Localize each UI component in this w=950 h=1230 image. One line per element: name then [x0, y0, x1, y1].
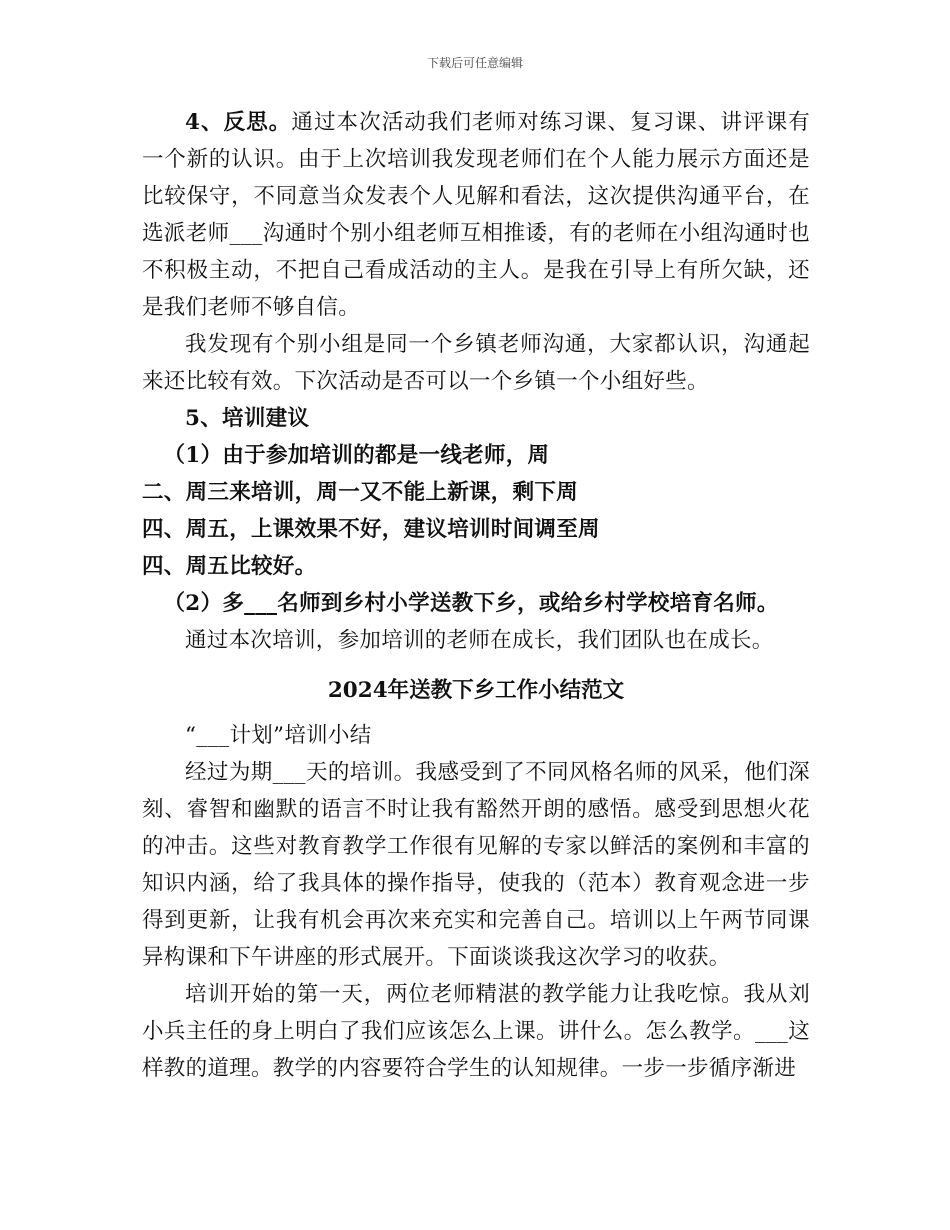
growth-paragraph: 通过本次培训，参加培训的老师在成长，我们团队也在成长。 [185, 628, 774, 653]
section-5-heading: 5、培训建议 [185, 406, 310, 431]
section-4-text: 通过本次活动我们老师对练习课、复习课、讲评课有一个新的认识。由于上次培训我发现老师们在个人能力展示方面还是比较保守，不同意当众发表个人见解和看法，这次提供沟通平台，在选派老师___沟通时个别小组老师互相推诿，有的老师在小组沟通时也不积极主动，不把自己看成活动的主人。是我在引导上有所欠缺，还是我们老师不够自信。 [142, 110, 810, 320]
article-subtitle: “___计划”培训小结 [185, 723, 372, 748]
group-paragraph: 我发现有个别小组是同一个乡镇老师沟通，大家都认识，沟通起来还比较有效。下次活动是否可以一个乡镇一个小组好些。 [142, 332, 810, 394]
suggestion-line: （2）多___名师到乡村小学送教下乡，或给乡村学校培育名师。 [163, 591, 779, 616]
section-4-label: 4、反思。 [185, 110, 292, 135]
suggestion-line: （1）由于参加培训的都是一线老师，周 [163, 443, 550, 468]
document-body [142, 104, 810, 1087]
suggestion-line: 四、周五比较好。 [142, 554, 317, 579]
page-header: 下载后可任意编辑 [426, 56, 523, 70]
body-paragraph: 培训开始的第一天，两位老师精湛的教学能力让我吃惊。我从刘小兵主任的身上明白了我们应该怎么上课。讲什么。怎么教学。___这样教的道理。教学的内容要符合学生的认知规律。一步一步循序渐进 [142, 982, 810, 1081]
section-4-paragraph [142, 104, 810, 326]
article-title: 2024年送教下乡工作小结范文 [327, 678, 625, 703]
suggestion-line: 四、周五，上课效果不好，建议培训时间调至周 [142, 517, 600, 542]
suggestion-line: 二、周三来培训，周一又不能上新课，剩下周 [142, 480, 579, 505]
body-paragraph: 经过为期___天的培训。我感受到了不同风格名师的风采，他们深刻、睿智和幽默的语言不时让我有豁然开朗的感悟。感受到思想火花的冲击。这些对教育教学工作很有见解的专家以鲜活的案例和丰富的知识内涵，给了我具体的操作指导，使我的（范本）教育观念进一步得到更新，让我有机会再次来充实和完善自己。培训以上午两节同课异构课和下午讲座的形式展开。下面谈谈我这次学习的收获。 [142, 760, 810, 970]
